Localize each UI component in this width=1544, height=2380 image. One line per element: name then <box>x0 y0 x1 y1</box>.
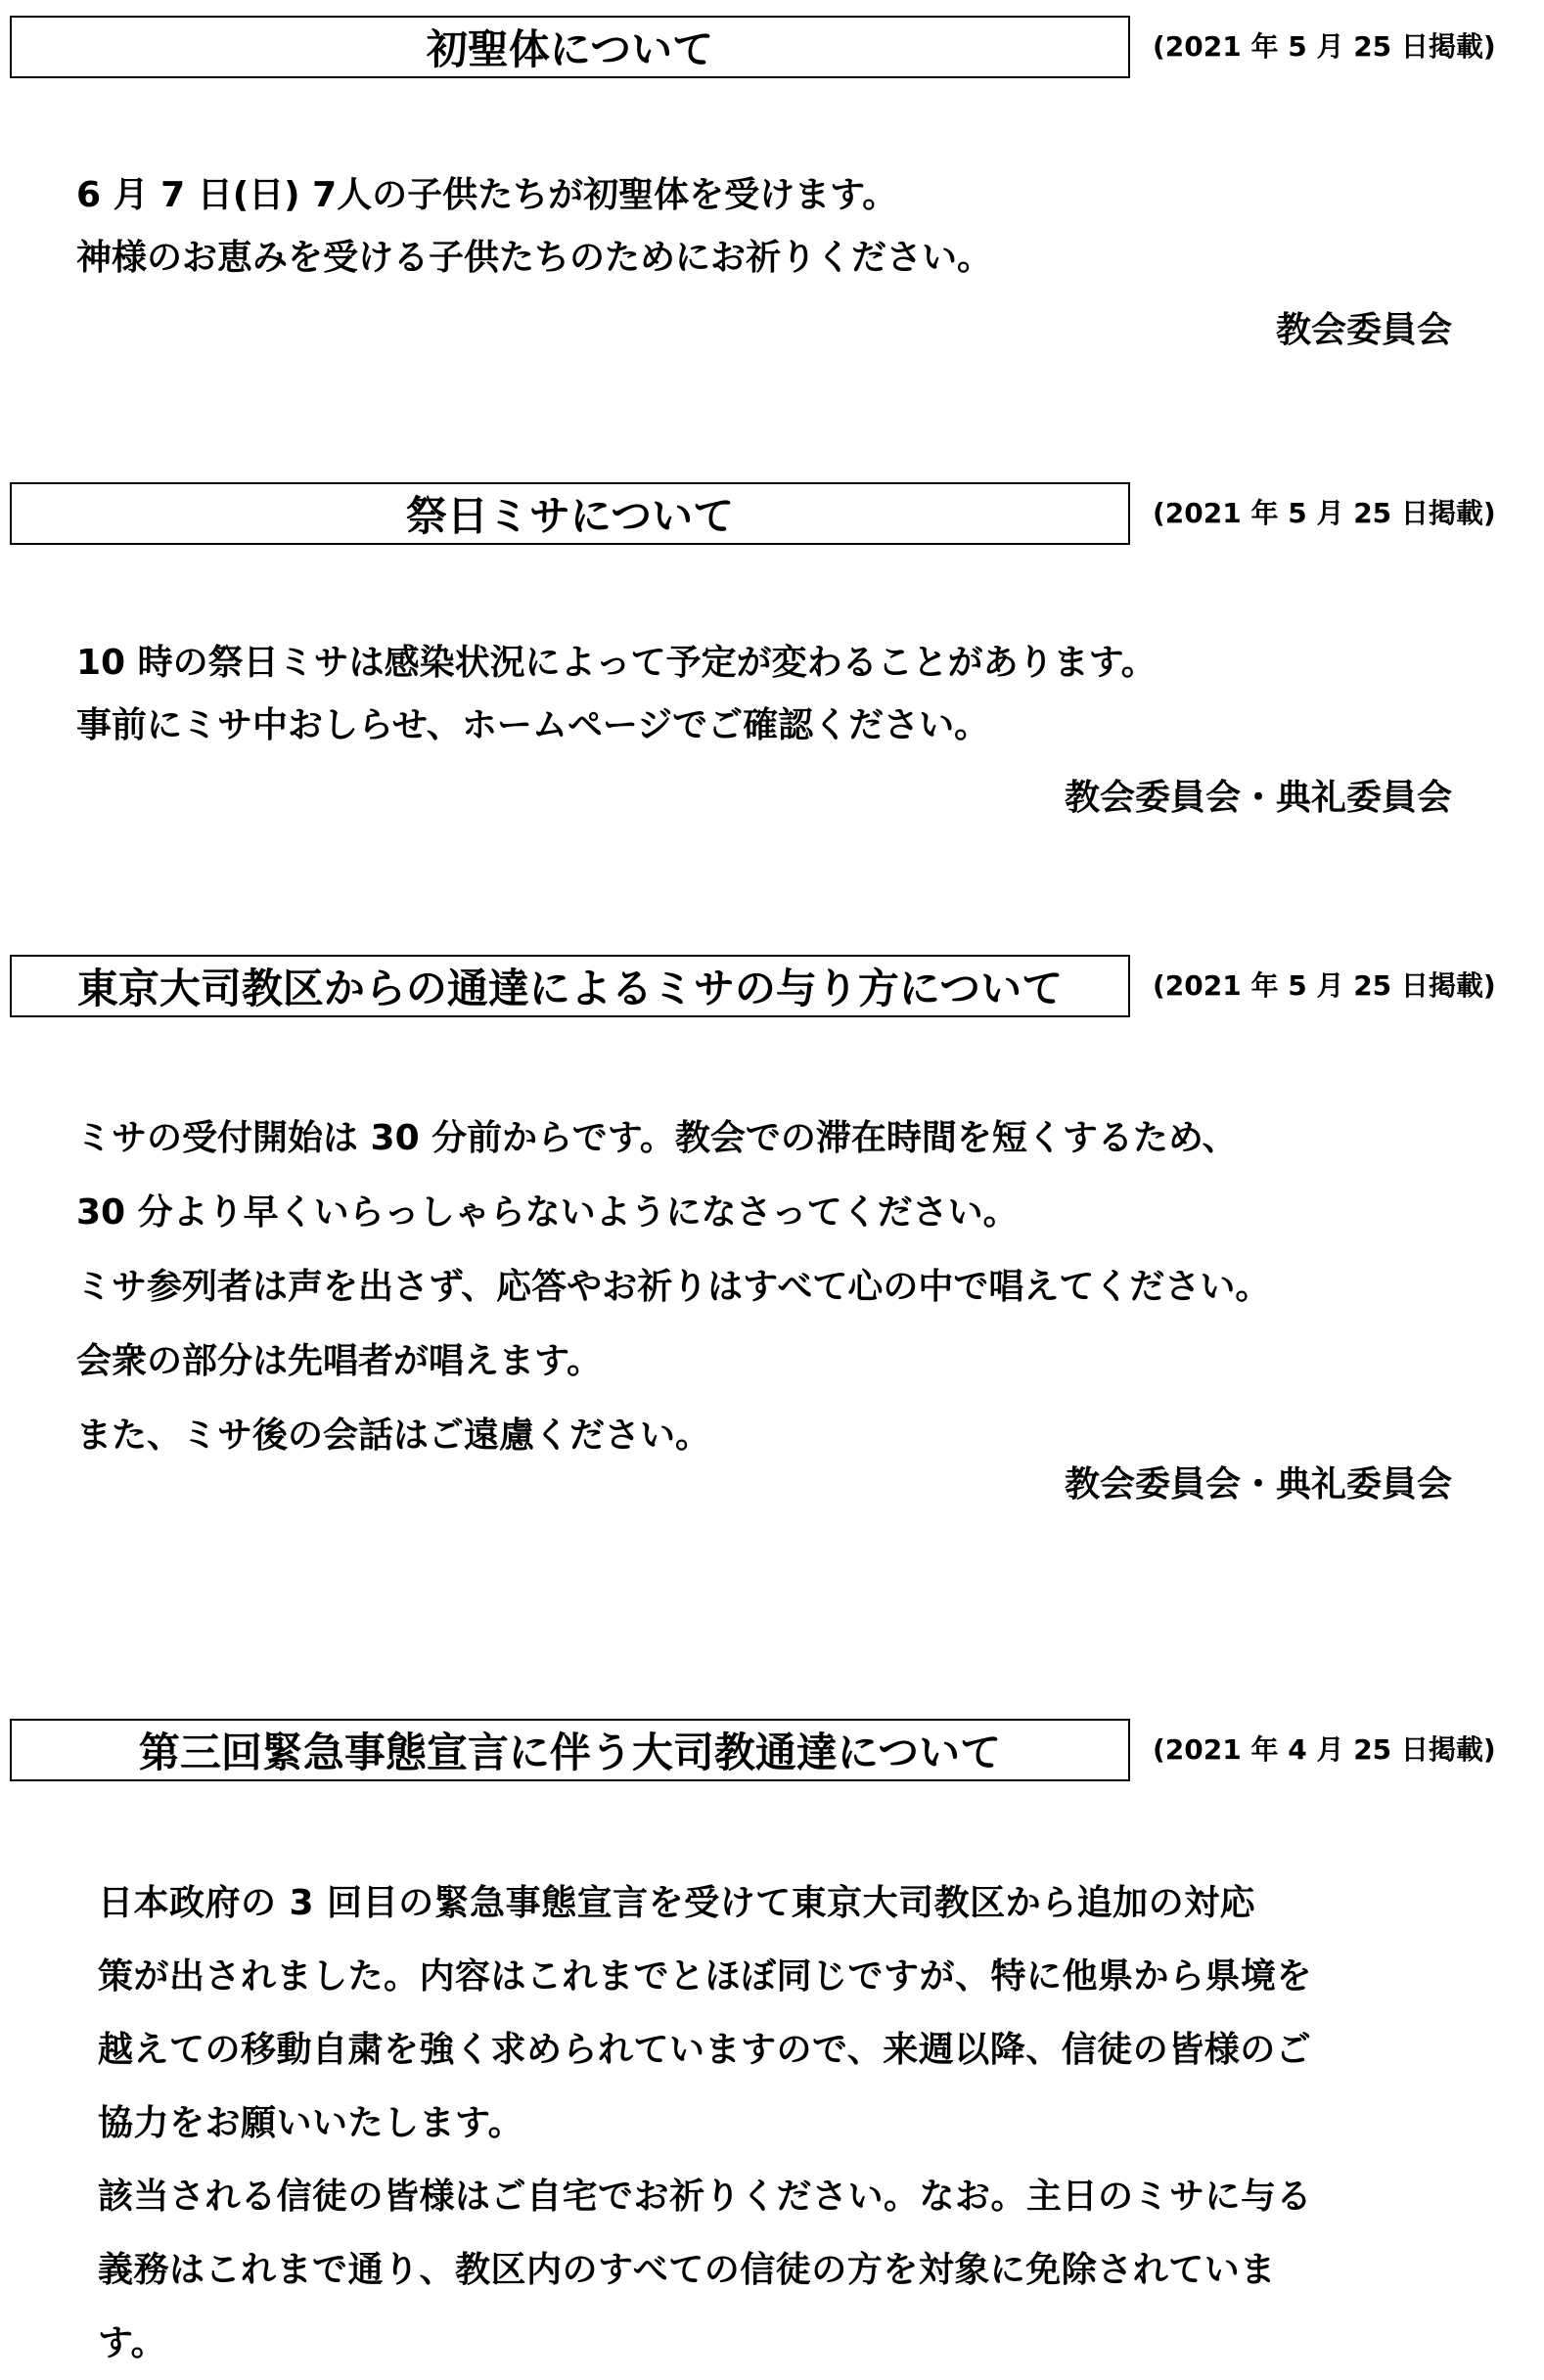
signature: 教会委員会・典礼委員会 <box>1064 1464 1452 1504</box>
posted-date: (2021 年 5 月 25 日掲載) <box>1153 969 1496 1002</box>
body-line: 6 月 7 日(日) 7人の子供たちが初聖体を受けます。 <box>76 175 898 215</box>
body-line: 神様のお恵みを受ける子供たちのためにお祈りください。 <box>76 238 993 278</box>
notice-body <box>76 164 992 290</box>
notice-title-box <box>10 482 1130 545</box>
body-line: 30 分より早くいらっしゃらないようになさってください。 <box>76 1192 1019 1233</box>
body-line: 協力をお願いいたします。 <box>98 2103 524 2143</box>
signature: 教会委員会 <box>1275 310 1452 350</box>
body-line: また、ミサ後の会話はご遠慮ください。 <box>76 1415 711 1456</box>
notice-body <box>98 1866 1312 2380</box>
body-line: 事前にミサ中おしらせ、ホームページでご確認ください。 <box>76 705 990 745</box>
body-line: 義務はこれまで通り、教区内のすべての信徒の方を対象に免除されていま <box>98 2250 1276 2290</box>
notice-title: 第三回緊急事態宣言に伴う大司教通達について <box>138 1729 1002 1776</box>
notice-title: 東京大司教区からの通達によるミサの与り方について <box>76 965 1064 1012</box>
posted-date: (2021 年 4 月 25 日掲載) <box>1153 1733 1496 1766</box>
notice-title: 初聖体について <box>426 25 714 73</box>
notice-body <box>76 1101 1270 1473</box>
posted-date: (2021 年 5 月 25 日掲載) <box>1153 30 1496 63</box>
notice-title-box <box>10 1719 1130 1781</box>
body-line: 策が出されました。内容はこれまでとほぼ同じですが、特に他県から県境を <box>98 1956 1313 1997</box>
body-line: ミサの受付開始は 30 分前からです。教会での滞在時間を短くするため、 <box>76 1118 1238 1158</box>
body-line: 該当される信徒の皆様はご自宅でお祈りください。なお。主日のミサに与る <box>98 2177 1313 2217</box>
posted-date: (2021 年 5 月 25 日掲載) <box>1153 497 1496 529</box>
signature: 教会委員会・典礼委員会 <box>1064 778 1452 818</box>
body-line: 越えての移動自粛を強く求められていますので、来週以降、信徒の皆様のご <box>98 2030 1312 2070</box>
notice-title-box <box>10 16 1130 78</box>
notice-title-box <box>10 955 1130 1017</box>
body-line: ミサ参列者は声を出さず、応答やお祈りはすべて心の中で唱えてください。 <box>76 1267 1271 1307</box>
body-line: 会衆の部分は先唱者が唱えます。 <box>76 1341 603 1381</box>
body-line: 日本政府の 3 回目の緊急事態宣言を受けて東京大司教区から追加の対応 <box>98 1883 1256 1923</box>
notice-body <box>76 632 1157 757</box>
notice-title: 祭日ミサについて <box>405 492 735 540</box>
body-line: 10 時の祭日ミサは感染状況によって予定が変わることがあります。 <box>76 643 1157 683</box>
body-line: す。 <box>98 2323 167 2363</box>
